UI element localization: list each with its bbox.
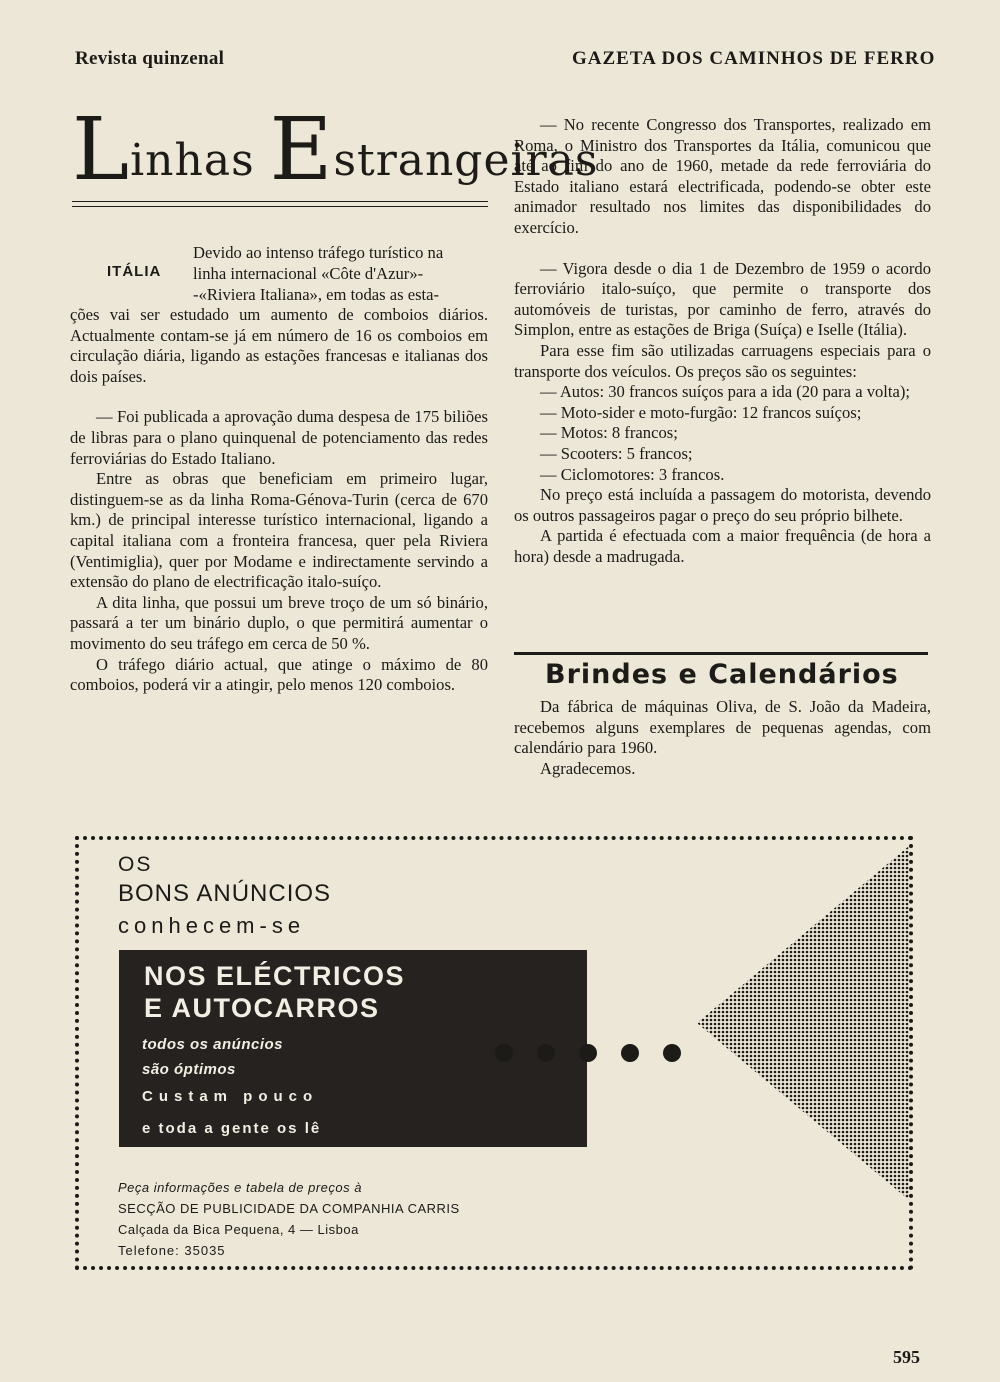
brindes-paragraph: Da fábrica de máquinas Oliva, de S. João da Madeira, recebemos alguns exemplares de pequenas agendas, com calendário para 1960.: [514, 697, 931, 758]
header-magazine-title: GAZETA DOS CAMINHOS DE FERRO: [572, 48, 936, 69]
left-column: [70, 305, 488, 696]
title-word-1: inhas: [130, 135, 270, 186]
halftone-triangle: [585, 842, 911, 1204]
ad-subline-2: são óptimos: [142, 1061, 236, 1078]
brindes-rule: [514, 652, 928, 655]
brindes-body: [514, 697, 931, 779]
ad-toda-a-gente: e toda a gente os lê: [142, 1120, 322, 1137]
right-column: [514, 115, 931, 567]
price-item: — Autos: 30 francos suíços para a ida (20 para a volta);: [540, 382, 911, 402]
italia-continuation: ções vai ser estudado um aumento de comboios diários. Actualmente contam-se já em número de 16 os comboios em circulação diária, ligando as estações francesas e italianas dos dois países.: [70, 305, 488, 386]
right-paragraph-preco: No preço está incluída a passagem do motorista, devendo os outros passageiros pagar o preço do seu próprio bilhete.: [514, 485, 931, 525]
ad-dot: [621, 1044, 639, 1062]
ad-info-phone: Telefone: 35035: [118, 1243, 226, 1258]
italia-line-1: Devido ao intenso tráfego turístico na: [193, 243, 444, 262]
ad-headline-line-2: E AUTOCARROS: [144, 993, 380, 1023]
italia-line-3: -«Riviera Italiana», em todas as esta-: [193, 285, 440, 304]
ad-info-line: Calçada da Bica Pequena, 4 — Lisboa: [118, 1222, 359, 1237]
price-item: — Motos: 8 francos;: [540, 423, 678, 443]
right-paragraph-carruagens: Para esse fim são utilizadas carruagens especiais para o transporte dos veículos. Os preços são os seguintes:: [514, 340, 931, 381]
ad-text-os: OS: [118, 853, 153, 876]
ad-subline: [142, 1032, 283, 1082]
title-initial-e: E: [269, 100, 334, 200]
left-paragraph: Entre as obras que beneficiam em primeiro lugar, distinguem-se as da linha Roma-Génova-Turin (cerca de 670 km.) de principal interesse turístico internacional, ligando a capital italiana com a fronteira francesa, quer pela Riviera (Ventimiglia), quer por Modame e indirectamente servindo a extensão do plano de electrificação italo-suíço.: [70, 469, 488, 592]
header-publication: Revista quinzenal: [75, 48, 225, 69]
ad-dot: [663, 1044, 681, 1062]
ad-custam-pouco: Custam pouco: [142, 1088, 319, 1105]
brindes-thanks: Agradecemos.: [540, 758, 636, 778]
ad-text-bons-anuncios: BONS ANÚNCIOS: [118, 880, 332, 907]
ad-info-line: Peça informações e tabela de preços à: [118, 1180, 362, 1195]
ad-headline: [144, 960, 405, 1024]
price-item: — Scooters: 5 francos;: [540, 443, 693, 463]
title-initial-l: L: [72, 100, 131, 200]
ad-headline-line-1: NOS ELÉCTRICOS: [144, 961, 406, 991]
section-title: [72, 100, 599, 200]
italia-label: ITÁLIA: [107, 263, 162, 280]
ad-subline-1: todos os anúncios: [142, 1036, 284, 1053]
italia-line-2: linha internacional «Côte d'Azur»-: [193, 264, 424, 283]
price-item: — Ciclomotores: 3 francos.: [540, 464, 725, 484]
ad-dot: [537, 1044, 555, 1062]
right-paragraph-acordo: — Vigora desde o dia 1 de Dezembro de 1959 o acordo ferroviário italo-suíço, que permite o transporte dos automóveis de turistas, por caminho de ferro, através do Simplon, entre as estações de Briga (Suíça) e Iselle (Itália).: [514, 258, 931, 340]
title-rule-top: [72, 201, 488, 202]
brindes-title: Brindes e Calendários: [545, 659, 899, 690]
title-word-2: strangeiras: [333, 135, 599, 186]
ad-dark-panel: [119, 950, 587, 1147]
ad-dot: [579, 1044, 597, 1062]
left-paragraph: O tráfego diário actual, que atinge o máximo de 80 comboios, poderá vir a atingir, pelo menos 120 comboios.: [70, 654, 488, 695]
title-rule-bottom: [72, 206, 488, 207]
ad-text-conhecem: conhecem-se: [118, 913, 306, 938]
page-number: 595: [893, 1347, 920, 1367]
right-paragraph-partida: A partida é efectuada com a maior frequência (de hora a hora) desde a madrugada.: [514, 526, 931, 566]
ad-contact-info: [118, 1177, 460, 1261]
right-paragraph-congresso: — No recente Congresso dos Transportes, realizado em Roma, o Ministro dos Transportes da Itália, comunicou que até ao fim do ano de 1960, metade da rede ferroviária do Estado italiano estará electrificada, podendo-se obter este animador resultado nos limites das disponibilidades do exercício.: [514, 115, 931, 237]
left-paragraph: — Foi publicada a aprovação duma despesa de 175 biliões de libras para o plano quinquenal de potenciamento das redes ferroviárias do Estado Italiano.: [70, 407, 488, 468]
left-paragraph: A dita linha, que possui um breve troço de um só binário, passará a ter um binário duplo, o que permitirá aumentar o movimento do seu tráfego em cerca de 50 %.: [70, 592, 488, 653]
ad-info-line: SECÇÃO DE PUBLICIDADE DA COMPANHIA CARRIS: [118, 1201, 460, 1216]
ad-dot: [495, 1044, 513, 1062]
price-item: — Moto-sider e moto-furgão: 12 francos suíços;: [540, 402, 862, 422]
